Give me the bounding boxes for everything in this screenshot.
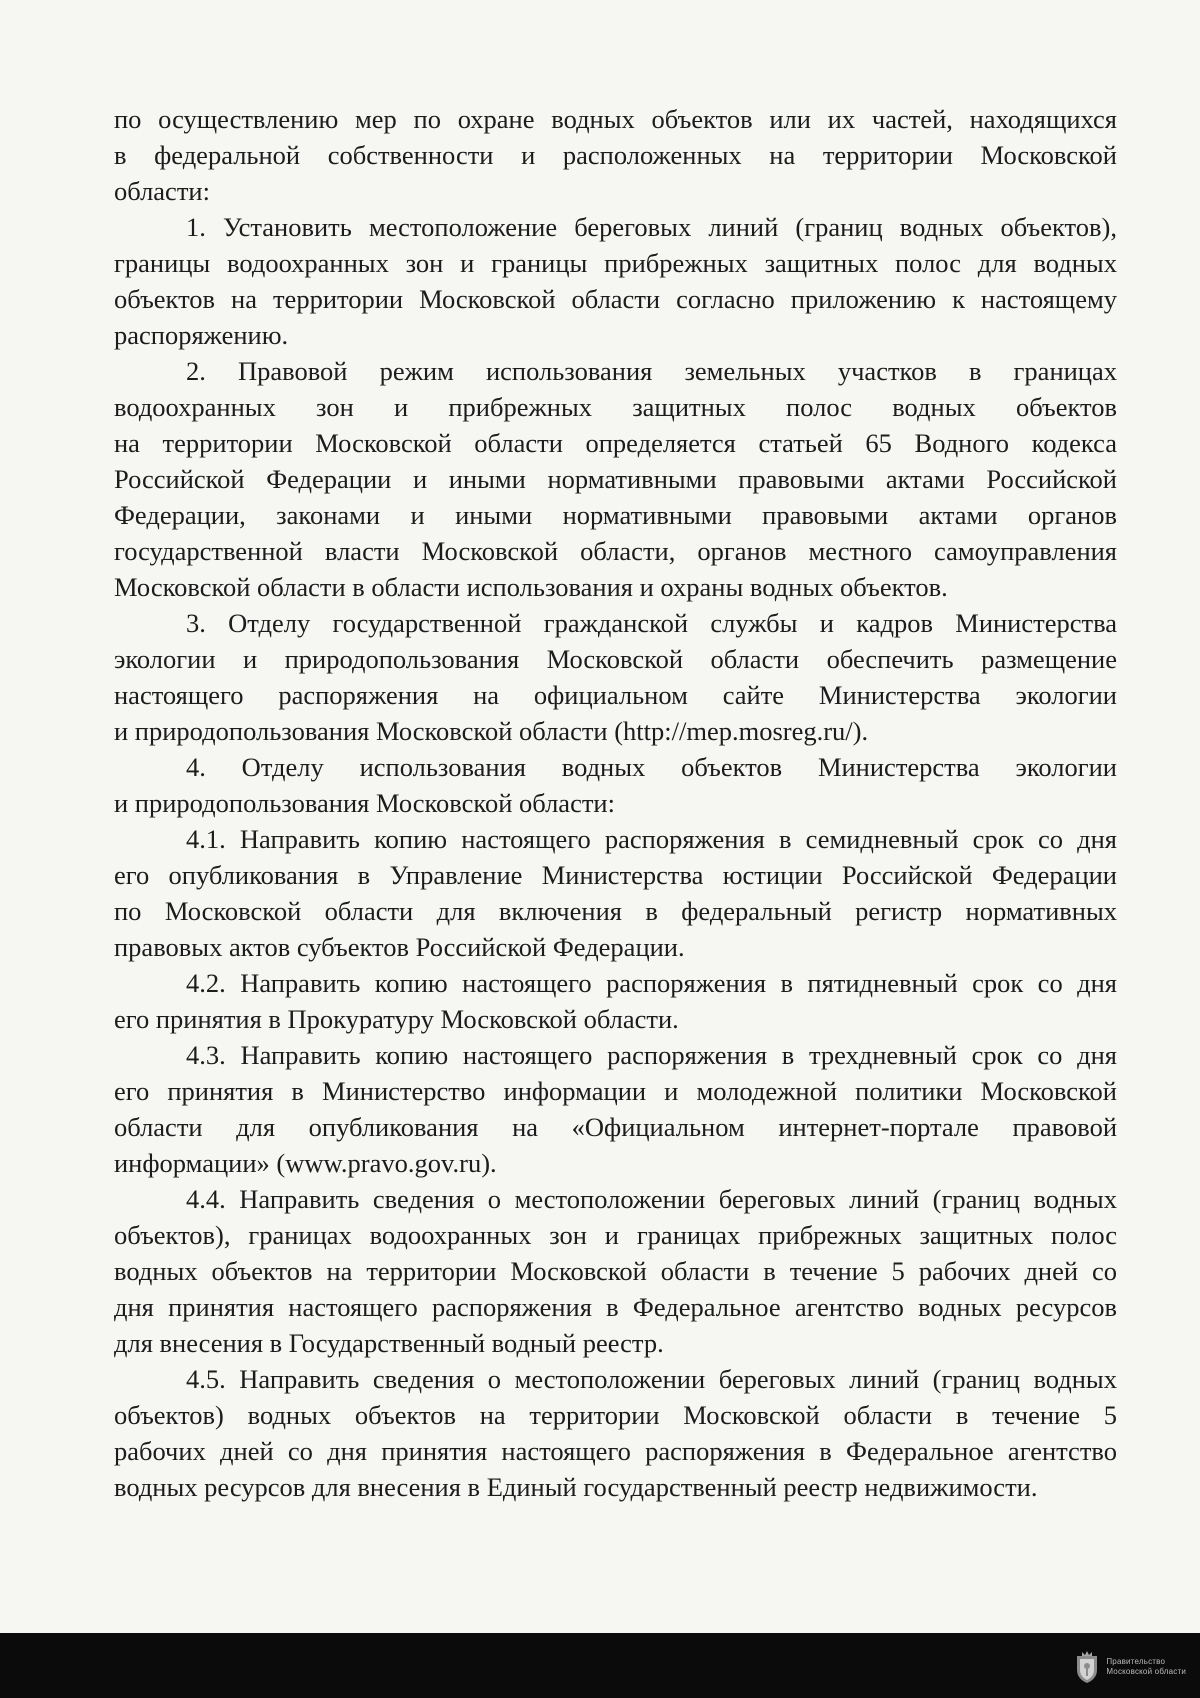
text-line: и природопользования Московской области (http://mep.mosreg.ru/).: [114, 716, 869, 746]
text-line: водных ресурсов для внесения в Единый государственный реестр недвижимости.: [114, 1472, 1038, 1502]
text-line: его опубликования в Управление Министерства юстиции Российской Федерации: [114, 860, 1117, 890]
coat-of-arms-icon: [1074, 1650, 1100, 1684]
text-line: водных объектов на территории Московской области в течение 5 рабочих дней со: [114, 1256, 1117, 1286]
text-line: его принятия в Министерство информации и молодежной политики Московской: [114, 1076, 1117, 1106]
text-line: области для опубликования на «Официальном интернет-портале правовой: [114, 1112, 1117, 1142]
footer-bar: [0, 1633, 1200, 1698]
document-body: [114, 101, 1117, 1505]
text-line: области:: [114, 176, 210, 206]
text-line: правовых актов субъектов Российской Федерации.: [114, 932, 685, 962]
text-line: по Московской области для включения в федеральный регистр нормативных: [114, 896, 1117, 926]
logo-text: [1106, 1657, 1186, 1677]
logo-text-line: Правительство: [1106, 1657, 1166, 1666]
text-line: 4.2. Направить копию настоящего распоряжения в пятидневный срок со дня: [186, 968, 1117, 998]
paragraph-4: [114, 749, 1117, 821]
text-line: 4.1. Направить копию настоящего распоряжения в семидневный срок со дня: [186, 824, 1117, 854]
text-line: 4.4. Направить сведения о местоположении береговых линий (границ водных: [186, 1184, 1117, 1214]
paragraph-7: [114, 1037, 1117, 1181]
text-line: экологии и природопользования Московской области обеспечить размещение: [114, 644, 1117, 674]
text-line: объектов), границах водоохранных зон и границах прибрежных защитных полос: [114, 1220, 1117, 1250]
paragraph-2: [114, 353, 1117, 605]
text-line: 4.3. Направить копию настоящего распоряжения в трехдневный срок со дня: [186, 1040, 1117, 1070]
text-line: водоохранных зон и прибрежных защитных полос водных объектов: [114, 392, 1117, 422]
text-line: дня принятия настоящего распоряжения в Федеральное агентство водных ресурсов: [114, 1292, 1117, 1322]
text-line: его принятия в Прокуратуру Московской области.: [114, 1004, 679, 1034]
text-line: настоящего распоряжения на официальном сайте Министерства экологии: [114, 680, 1117, 710]
text-line: границы водоохранных зон и границы прибрежных защитных полос для водных: [114, 248, 1117, 278]
text-line: распоряжению.: [114, 320, 289, 350]
text-line: объектов) водных объектов на территории Московской области в течение 5: [114, 1400, 1117, 1430]
paragraph-6: [114, 965, 1117, 1037]
paragraph-1: [114, 209, 1117, 353]
text-line: для внесения в Государственный водный реестр.: [114, 1328, 664, 1358]
paragraph-8: [114, 1181, 1117, 1361]
paragraph-5: [114, 821, 1117, 965]
text-line: и природопользования Московской области:: [114, 788, 615, 818]
paragraph-3: [114, 605, 1117, 749]
paragraph-0: [114, 101, 1117, 209]
text-line: рабочих дней со дня принятия настоящего распоряжения в Федеральное агентство: [114, 1436, 1117, 1466]
text-line: на территории Московской области определяется статьей 65 Водного кодекса: [114, 428, 1117, 458]
paragraph-9: [114, 1361, 1117, 1505]
text-line: 4. Отделу использования водных объектов Министерства экологии: [186, 752, 1117, 782]
text-line: информации» (www.pravo.gov.ru).: [114, 1148, 497, 1178]
text-line: государственной власти Московской области, органов местного самоуправления: [114, 536, 1117, 566]
text-line: Московской области в области использования и охраны водных объектов.: [114, 572, 948, 602]
text-line: Российской Федерации и иными нормативными правовыми актами Российской: [114, 464, 1117, 494]
text-line: объектов на территории Московской области согласно приложению к настоящему: [114, 284, 1117, 314]
text-line: Федерации, законами и иными нормативными правовыми актами органов: [114, 500, 1117, 530]
text-line: в федеральной собственности и расположенных на территории Московской: [114, 140, 1117, 170]
government-logo: [1074, 1644, 1186, 1690]
logo-text-line: Московской области: [1106, 1667, 1186, 1676]
text-line: 1. Установить местоположение береговых линий (границ водных объектов),: [186, 212, 1117, 242]
text-line: 3. Отделу государственной гражданской службы и кадров Министерства: [186, 608, 1117, 638]
text-line: по осуществлению мер по охране водных объектов или их частей, находящихся: [114, 104, 1117, 134]
text-line: 2. Правовой режим использования земельных участков в границах: [186, 356, 1117, 386]
text-line: 4.5. Направить сведения о местоположении береговых линий (границ водных: [186, 1364, 1117, 1394]
